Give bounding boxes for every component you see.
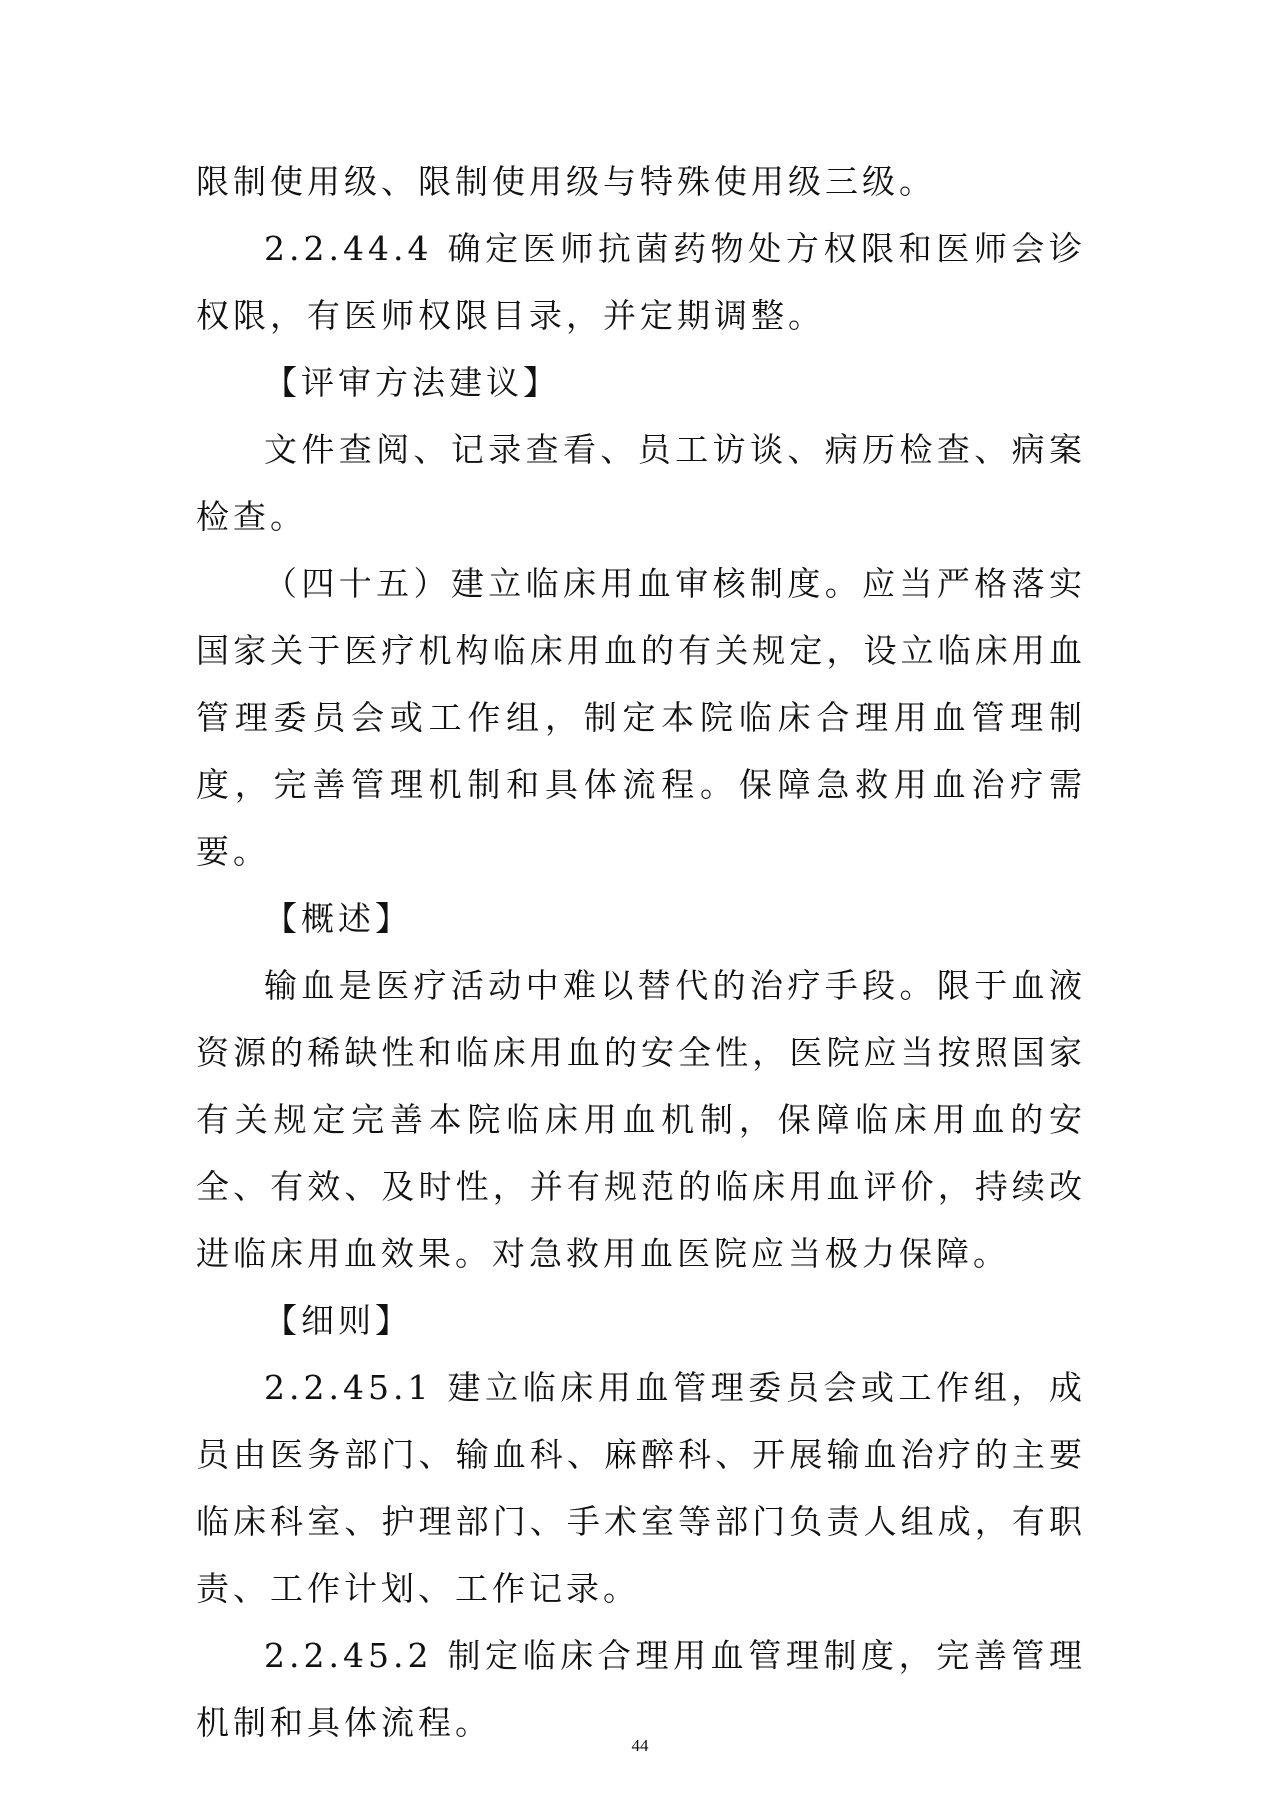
section-heading-review-method: 【评审方法建议】: [264, 363, 560, 402]
paragraph-review-method: 文件查阅、记录查看、员工访谈、病历检查、病案检查。: [196, 430, 1086, 536]
paragraph-continuation: 限制使用级、限制使用级与特殊使用级三级。: [196, 162, 936, 201]
paragraph-clause-2-2-45-2: 2.2.45.2 制定临床合理用血管理制度，完善管理机制和具体流程。: [196, 1636, 1086, 1742]
paragraph-article-45: （四十五）建立临床用血审核制度。应当严格落实国家关于医疗机构临床用血的有关规定，设立临床用血管理委员会或工作组，制定本院临床合理用血管理制度，完善管理机制和具体流程。保障急救用血治疗需要。: [196, 564, 1086, 871]
page-number: 44: [631, 1736, 649, 1755]
paragraph-clause-2-2-44-4: 2.2.44.4 确定医师抗菌药物处方权限和医师会诊权限，有医师权限目录，并定期调整。: [196, 229, 1086, 335]
section-heading-details: 【细则】: [264, 1301, 412, 1340]
paragraph-overview: 输血是医疗活动中难以替代的治疗手段。限于血液资源的稀缺性和临床用血的安全性，医院应当按照国家有关规定完善本院临床用血机制，保障临床用血的安全、有效、及时性，并有规范的临床用血评价，持续改进临床用血效果。对急救用血医院应当极力保障。: [196, 966, 1086, 1273]
paragraph-clause-2-2-45-1: 2.2.45.1 建立临床用血管理委员会或工作组，成员由医务部门、输血科、麻醉科、开展输血治疗的主要临床科室、护理部门、手术室等部门负责人组成，有职责、工作计划、工作记录。: [196, 1368, 1086, 1608]
section-heading-overview: 【概述】: [264, 899, 412, 938]
document-body: [196, 148, 1086, 1756]
